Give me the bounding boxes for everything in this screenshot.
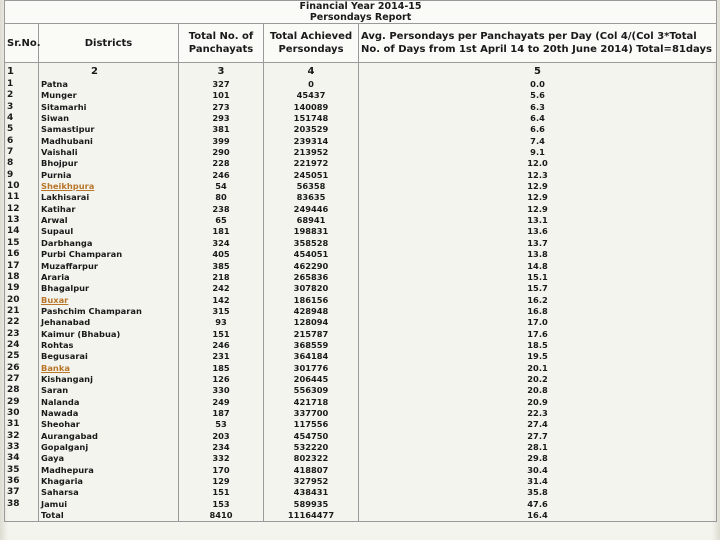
avg-persondays-cell: 6.3 xyxy=(359,102,717,113)
sr-no-cell: 33 xyxy=(5,442,39,453)
persondays-cell: 151748 xyxy=(264,113,359,124)
sr-no-cell: 34 xyxy=(5,453,39,464)
persondays-cell: 11164477 xyxy=(264,510,359,522)
district-cell: Saharsa xyxy=(39,487,179,498)
panchayats-cell: 242 xyxy=(179,283,264,294)
sr-no-cell: 31 xyxy=(5,419,39,430)
avg-persondays-cell: 12.9 xyxy=(359,192,717,203)
panchayats-cell: 80 xyxy=(179,192,264,203)
table-row xyxy=(5,79,717,90)
sr-no-cell: 32 xyxy=(5,431,39,442)
sr-no-cell: 35 xyxy=(5,465,39,476)
persondays-cell: 532220 xyxy=(264,442,359,453)
table-row xyxy=(5,204,717,215)
table-row xyxy=(5,283,717,294)
panchayats-cell: 185 xyxy=(179,363,264,374)
district-link[interactable]: Buxar xyxy=(41,294,69,305)
avg-persondays-cell: 12.3 xyxy=(359,170,717,181)
avg-persondays-cell: 15.1 xyxy=(359,272,717,283)
avg-persondays-cell: 12.0 xyxy=(359,158,717,169)
table-row xyxy=(5,158,717,169)
persondays-cell: 454051 xyxy=(264,249,359,260)
panchayats-cell: 293 xyxy=(179,113,264,124)
avg-persondays-cell: 30.4 xyxy=(359,465,717,476)
avg-persondays-cell: 19.5 xyxy=(359,351,717,362)
table-row xyxy=(5,249,717,260)
persondays-cell: 0 xyxy=(264,79,359,90)
sr-no-cell: 18 xyxy=(5,272,39,283)
persondays-cell: 68941 xyxy=(264,215,359,226)
persondays-cell: 128094 xyxy=(264,317,359,328)
sr-no-cell: 24 xyxy=(5,340,39,351)
persondays-cell: 140089 xyxy=(264,102,359,113)
table-row xyxy=(5,442,717,453)
persondays-cell: 245051 xyxy=(264,170,359,181)
table-row xyxy=(5,90,717,101)
sr-no-cell: 9 xyxy=(5,170,39,181)
avg-persondays-cell: 13.6 xyxy=(359,226,717,237)
persondays-table xyxy=(4,0,717,522)
sr-no-cell: 30 xyxy=(5,408,39,419)
district-cell: Jamui xyxy=(39,499,179,510)
avg-persondays-cell: 6.6 xyxy=(359,124,717,135)
sr-no-cell: 38 xyxy=(5,499,39,510)
sr-no-cell: 26 xyxy=(5,363,39,374)
header-districts: Districts xyxy=(39,24,179,63)
panchayats-cell: 231 xyxy=(179,351,264,362)
panchayats-cell: 187 xyxy=(179,408,264,419)
panchayats-cell: 170 xyxy=(179,465,264,476)
avg-persondays-cell: 15.7 xyxy=(359,283,717,294)
sr-no-cell: 27 xyxy=(5,374,39,385)
avg-persondays-cell: 14.8 xyxy=(359,261,717,272)
table-row xyxy=(5,215,717,226)
avg-persondays-cell: 12.9 xyxy=(359,181,717,192)
persondays-cell: 117556 xyxy=(264,419,359,430)
district-cell: Vaishali xyxy=(39,147,179,158)
table-row xyxy=(5,453,717,464)
avg-persondays-cell: 20.1 xyxy=(359,363,717,374)
sr-no-cell: 29 xyxy=(5,397,39,408)
persondays-cell: 265836 xyxy=(264,272,359,283)
avg-persondays-cell: 28.1 xyxy=(359,442,717,453)
district-cell: Kishanganj xyxy=(39,374,179,385)
panchayats-cell: 151 xyxy=(179,487,264,498)
avg-persondays-cell: 35.8 xyxy=(359,487,717,498)
table-row xyxy=(5,261,717,272)
panchayats-cell: 8410 xyxy=(179,510,264,522)
panchayats-cell: 385 xyxy=(179,261,264,272)
avg-persondays-cell: 9.1 xyxy=(359,147,717,158)
sr-no-cell: 19 xyxy=(5,283,39,294)
persondays-cell: 421718 xyxy=(264,397,359,408)
panchayats-cell: 218 xyxy=(179,272,264,283)
persondays-cell: 337700 xyxy=(264,408,359,419)
header-total-persondays: Total Achieved Persondays xyxy=(264,24,359,63)
district-cell xyxy=(39,181,179,192)
table-row xyxy=(5,238,717,249)
panchayats-cell: 203 xyxy=(179,431,264,442)
table-row xyxy=(5,295,717,306)
report-subtitle: Persondays Report xyxy=(5,12,717,24)
panchayats-cell: 405 xyxy=(179,249,264,260)
persondays-cell: 249446 xyxy=(264,204,359,215)
district-cell: Purbi Champaran xyxy=(39,249,179,260)
panchayats-cell: 65 xyxy=(179,215,264,226)
district-cell xyxy=(39,295,179,306)
district-cell: Sheohar xyxy=(39,419,179,430)
avg-persondays-cell: 22.3 xyxy=(359,408,717,419)
panchayats-cell: 290 xyxy=(179,147,264,158)
avg-persondays-cell: 12.9 xyxy=(359,204,717,215)
panchayats-cell: 332 xyxy=(179,453,264,464)
table-row xyxy=(5,397,717,408)
sr-no-cell: 17 xyxy=(5,261,39,272)
persondays-cell: 418807 xyxy=(264,465,359,476)
panchayats-cell: 126 xyxy=(179,374,264,385)
district-cell: Supaul xyxy=(39,226,179,237)
sr-no-cell: 10 xyxy=(5,181,39,192)
avg-persondays-cell: 20.8 xyxy=(359,385,717,396)
header-sr-no: Sr.No. xyxy=(5,24,39,63)
district-cell: Araria xyxy=(39,272,179,283)
persondays-cell: 215787 xyxy=(264,329,359,340)
avg-persondays-cell: 16.2 xyxy=(359,295,717,306)
district-cell: Sitamarhi xyxy=(39,102,179,113)
sr-no-cell: 21 xyxy=(5,306,39,317)
avg-persondays-cell: 0.0 xyxy=(359,79,717,90)
district-cell: Lakhisarai xyxy=(39,192,179,203)
avg-persondays-cell: 16.4 xyxy=(359,510,717,522)
district-cell: Patna xyxy=(39,79,179,90)
sr-no-cell: 20 xyxy=(5,295,39,306)
column-number: 2 xyxy=(39,63,179,80)
table-row xyxy=(5,419,717,430)
sr-no-cell: 37 xyxy=(5,487,39,498)
persondays-cell: 462290 xyxy=(264,261,359,272)
header-avg-persondays: Avg. Persondays per Panchayats per Day (Col 4/(Col 3*Total No. of Days from 1st April 14 to 20th June 2014) Total=81days xyxy=(359,24,717,63)
persondays-cell: 428948 xyxy=(264,306,359,317)
avg-persondays-cell: 13.1 xyxy=(359,215,717,226)
table-row xyxy=(5,102,717,113)
persondays-cell: 327952 xyxy=(264,476,359,487)
table-row xyxy=(5,499,717,510)
table-row xyxy=(5,340,717,351)
avg-persondays-cell: 17.6 xyxy=(359,329,717,340)
district-cell: Madhepura xyxy=(39,465,179,476)
table-row xyxy=(5,192,717,203)
sr-no-cell: 13 xyxy=(5,215,39,226)
panchayats-cell: 238 xyxy=(179,204,264,215)
panchayats-cell: 142 xyxy=(179,295,264,306)
sr-no-cell: 16 xyxy=(5,249,39,260)
persondays-cell: 556309 xyxy=(264,385,359,396)
panchayats-cell: 234 xyxy=(179,442,264,453)
column-number: 4 xyxy=(264,63,359,80)
district-cell: Jehanabad xyxy=(39,317,179,328)
panchayats-cell: 273 xyxy=(179,102,264,113)
table-row xyxy=(5,124,717,135)
avg-persondays-cell: 7.4 xyxy=(359,136,717,147)
persondays-cell: 802322 xyxy=(264,453,359,464)
panchayats-cell: 381 xyxy=(179,124,264,135)
district-cell: Katihar xyxy=(39,204,179,215)
avg-persondays-cell: 5.6 xyxy=(359,90,717,101)
avg-persondays-cell: 27.7 xyxy=(359,431,717,442)
district-cell: Purnia xyxy=(39,170,179,181)
persondays-cell: 56358 xyxy=(264,181,359,192)
panchayats-cell: 153 xyxy=(179,499,264,510)
panchayats-cell: 246 xyxy=(179,170,264,181)
district-cell: Gaya xyxy=(39,453,179,464)
header-total-panchayats: Total No. of Panchayats xyxy=(179,24,264,63)
sr-no-cell: 5 xyxy=(5,124,39,135)
total-row xyxy=(5,510,717,522)
persondays-cell: 45437 xyxy=(264,90,359,101)
sr-no-cell: 22 xyxy=(5,317,39,328)
persondays-cell: 221972 xyxy=(264,158,359,169)
persondays-cell: 307820 xyxy=(264,283,359,294)
panchayats-cell: 315 xyxy=(179,306,264,317)
table-row xyxy=(5,351,717,362)
panchayats-cell: 330 xyxy=(179,385,264,396)
column-number: 5 xyxy=(359,63,717,80)
persondays-cell: 589935 xyxy=(264,499,359,510)
table-row xyxy=(5,113,717,124)
avg-persondays-cell: 18.5 xyxy=(359,340,717,351)
persondays-cell: 454750 xyxy=(264,431,359,442)
table-row xyxy=(5,431,717,442)
sr-no-cell: 7 xyxy=(5,147,39,158)
district-link[interactable]: Sheikhpura xyxy=(41,181,95,192)
sr-no-cell: 8 xyxy=(5,158,39,169)
avg-persondays-cell: 16.8 xyxy=(359,306,717,317)
avg-persondays-cell: 29.8 xyxy=(359,453,717,464)
district-cell: Bhagalpur xyxy=(39,283,179,294)
table-row xyxy=(5,408,717,419)
district-cell: Samastipur xyxy=(39,124,179,135)
persondays-cell: 301776 xyxy=(264,363,359,374)
panchayats-cell: 101 xyxy=(179,90,264,101)
sr-no-cell: 11 xyxy=(5,192,39,203)
district-cell: Arwal xyxy=(39,215,179,226)
avg-persondays-cell: 47.6 xyxy=(359,499,717,510)
district-cell: Muzaffarpur xyxy=(39,261,179,272)
sr-no-cell: 23 xyxy=(5,329,39,340)
table-row xyxy=(5,329,717,340)
panchayats-cell: 53 xyxy=(179,419,264,430)
panchayats-cell: 151 xyxy=(179,329,264,340)
table-row xyxy=(5,181,717,192)
column-number: 1 xyxy=(5,63,39,80)
district-cell: Gopalganj xyxy=(39,442,179,453)
district-cell: Nawada xyxy=(39,408,179,419)
persondays-cell: 83635 xyxy=(264,192,359,203)
avg-persondays-cell: 27.4 xyxy=(359,419,717,430)
panchayats-cell: 228 xyxy=(179,158,264,169)
persondays-cell: 213952 xyxy=(264,147,359,158)
sr-no-cell xyxy=(5,510,39,522)
sr-no-cell: 25 xyxy=(5,351,39,362)
persondays-cell: 364184 xyxy=(264,351,359,362)
panchayats-cell: 327 xyxy=(179,79,264,90)
persondays-cell: 206445 xyxy=(264,374,359,385)
column-number: 3 xyxy=(179,63,264,80)
sr-no-cell: 3 xyxy=(5,102,39,113)
district-cell: Siwan xyxy=(39,113,179,124)
panchayats-cell: 181 xyxy=(179,226,264,237)
panchayats-cell: 129 xyxy=(179,476,264,487)
district-cell: Bhojpur xyxy=(39,158,179,169)
sr-no-cell: 6 xyxy=(5,136,39,147)
persondays-cell: 186156 xyxy=(264,295,359,306)
district-cell: Saran xyxy=(39,385,179,396)
table-row xyxy=(5,374,717,385)
persondays-cell: 358528 xyxy=(264,238,359,249)
district-cell: Aurangabad xyxy=(39,431,179,442)
district-link[interactable]: Banka xyxy=(41,362,70,373)
panchayats-cell: 324 xyxy=(179,238,264,249)
district-cell: Rohtas xyxy=(39,340,179,351)
avg-persondays-cell: 13.8 xyxy=(359,249,717,260)
sr-no-cell: 4 xyxy=(5,113,39,124)
sr-no-cell: 1 xyxy=(5,79,39,90)
panchayats-cell: 54 xyxy=(179,181,264,192)
district-cell: Khagaria xyxy=(39,476,179,487)
table-row xyxy=(5,487,717,498)
persondays-cell: 368559 xyxy=(264,340,359,351)
district-cell: Madhubani xyxy=(39,136,179,147)
table-row xyxy=(5,306,717,317)
table-row xyxy=(5,170,717,181)
district-cell: Nalanda xyxy=(39,397,179,408)
avg-persondays-cell: 31.4 xyxy=(359,476,717,487)
district-cell: Begusarai xyxy=(39,351,179,362)
avg-persondays-cell: 6.4 xyxy=(359,113,717,124)
avg-persondays-cell: 20.2 xyxy=(359,374,717,385)
sr-no-cell: 15 xyxy=(5,238,39,249)
table-row xyxy=(5,147,717,158)
panchayats-cell: 93 xyxy=(179,317,264,328)
table-row xyxy=(5,363,717,374)
table-row xyxy=(5,136,717,147)
table-row xyxy=(5,226,717,237)
district-cell: Kaimur (Bhabua) xyxy=(39,329,179,340)
sr-no-cell: 12 xyxy=(5,204,39,215)
persondays-cell: 203529 xyxy=(264,124,359,135)
table-row xyxy=(5,385,717,396)
panchayats-cell: 249 xyxy=(179,397,264,408)
table-row xyxy=(5,476,717,487)
panchayats-cell: 399 xyxy=(179,136,264,147)
avg-persondays-cell: 13.7 xyxy=(359,238,717,249)
district-cell: Pashchim Champaran xyxy=(39,306,179,317)
district-cell: Total xyxy=(39,510,179,522)
table-row xyxy=(5,465,717,476)
persondays-cell: 198831 xyxy=(264,226,359,237)
district-cell: Darbhanga xyxy=(39,238,179,249)
persondays-cell: 239314 xyxy=(264,136,359,147)
sr-no-cell: 14 xyxy=(5,226,39,237)
report-title: Financial Year 2014-15 xyxy=(5,1,717,13)
district-cell: Munger xyxy=(39,90,179,101)
sr-no-cell: 28 xyxy=(5,385,39,396)
sr-no-cell: 2 xyxy=(5,90,39,101)
avg-persondays-cell: 20.9 xyxy=(359,397,717,408)
persondays-cell: 438431 xyxy=(264,487,359,498)
district-cell xyxy=(39,363,179,374)
sr-no-cell: 36 xyxy=(5,476,39,487)
table-row xyxy=(5,317,717,328)
avg-persondays-cell: 17.0 xyxy=(359,317,717,328)
table-row xyxy=(5,272,717,283)
panchayats-cell: 246 xyxy=(179,340,264,351)
